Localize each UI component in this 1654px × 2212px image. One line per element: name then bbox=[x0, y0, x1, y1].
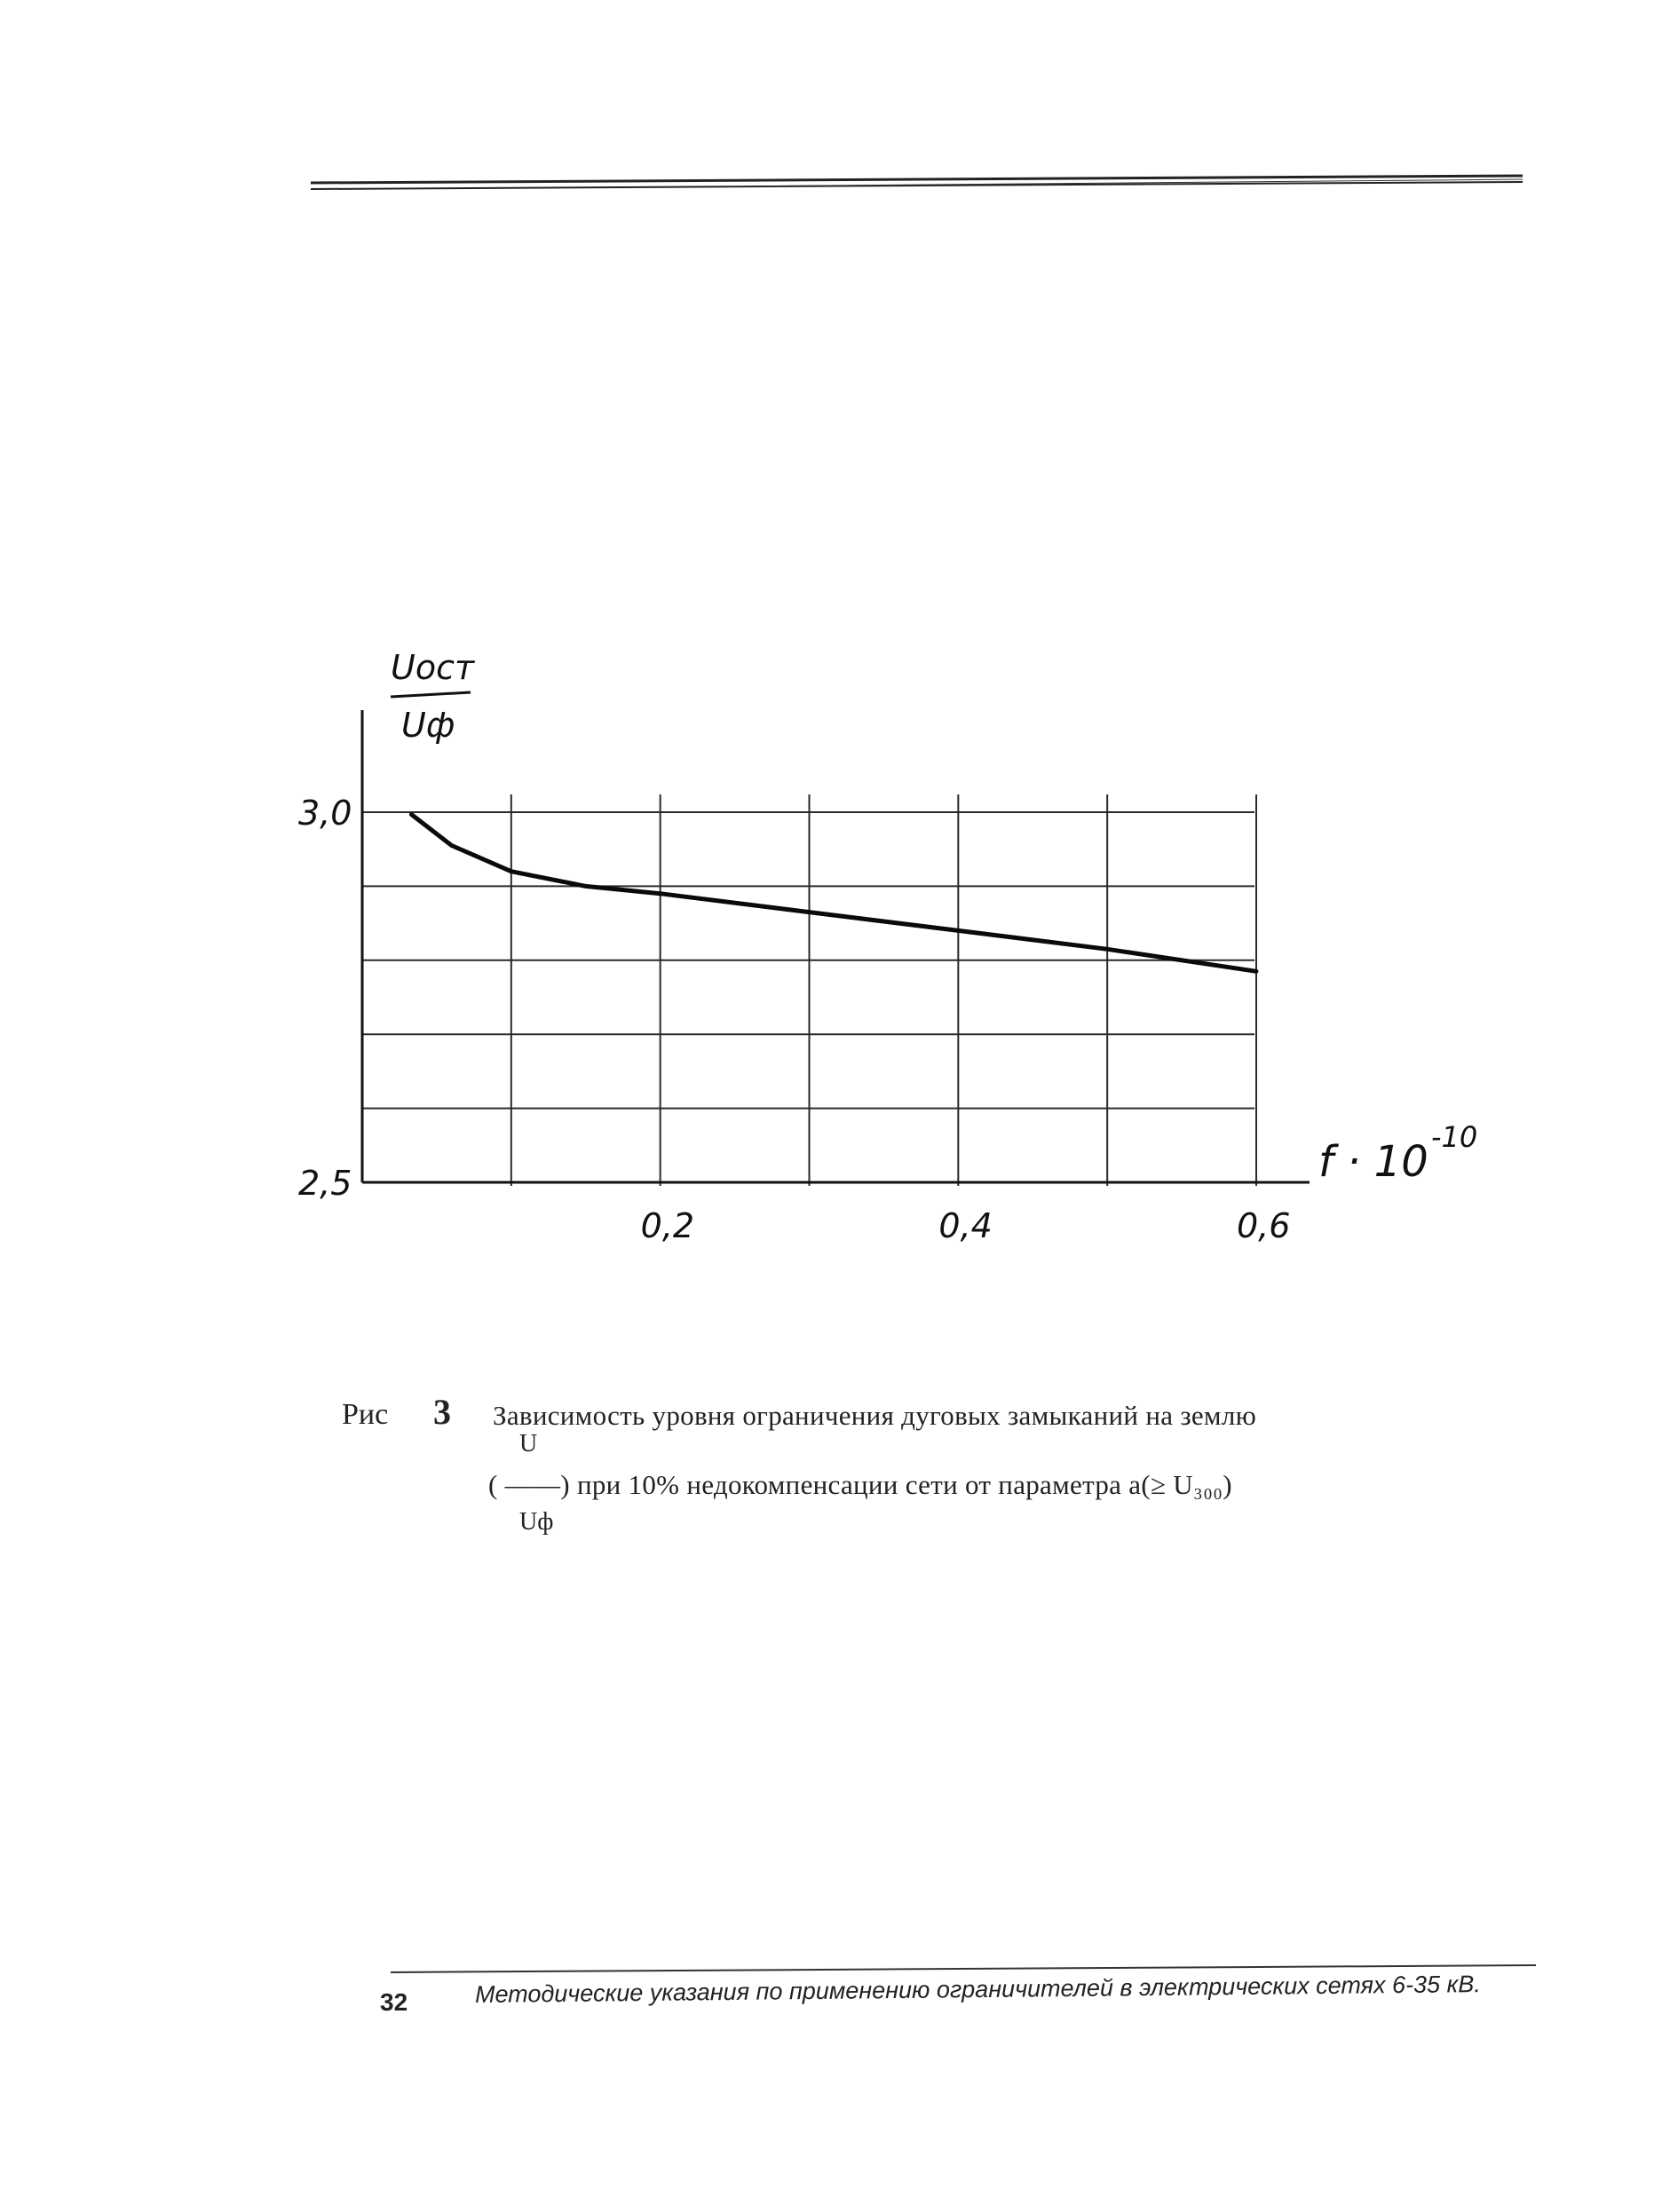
y-axis-label-numerator: Uост bbox=[391, 648, 475, 687]
caption-fraction-denominator: Uф bbox=[519, 1508, 554, 1536]
caption-line-1: Зависимость уровня ограничения дуговых замыканий на землю bbox=[493, 1400, 1257, 1431]
y-tick-label: 3,0 bbox=[298, 794, 352, 833]
caption-line-2: ( ——) при 10% недокомпенсации сети от параметра a(≥ U₃₀₀) bbox=[488, 1469, 1232, 1500]
header-rule bbox=[311, 176, 1523, 189]
y-axis-label-denominator: Uф bbox=[401, 706, 455, 745]
y-axis-label-fraction-bar bbox=[391, 692, 471, 697]
caption-prefix: Рис bbox=[342, 1398, 389, 1431]
data-series-line bbox=[411, 815, 1256, 972]
footer-page-number: 32 bbox=[380, 1988, 408, 2016]
x-tick-label: 0,6 bbox=[1237, 1206, 1291, 1245]
caption-fraction-numerator: U bbox=[519, 1430, 538, 1458]
x-tick-label: 0,2 bbox=[640, 1206, 695, 1245]
x-axis-label-exponent: -10 bbox=[1431, 1120, 1478, 1154]
x-tick-label: 0,4 bbox=[938, 1206, 993, 1245]
caption-number: 3 bbox=[433, 1392, 451, 1432]
x-axis-label: f · 10 bbox=[1318, 1137, 1428, 1187]
plot-area bbox=[298, 710, 1310, 1245]
y-tick-label: 2,5 bbox=[298, 1164, 352, 1203]
footer-text: Методические указания по применению ограничителей в электрических сетях 6-35 кВ. bbox=[474, 1971, 1481, 2008]
figure-caption bbox=[342, 1380, 1523, 1558]
